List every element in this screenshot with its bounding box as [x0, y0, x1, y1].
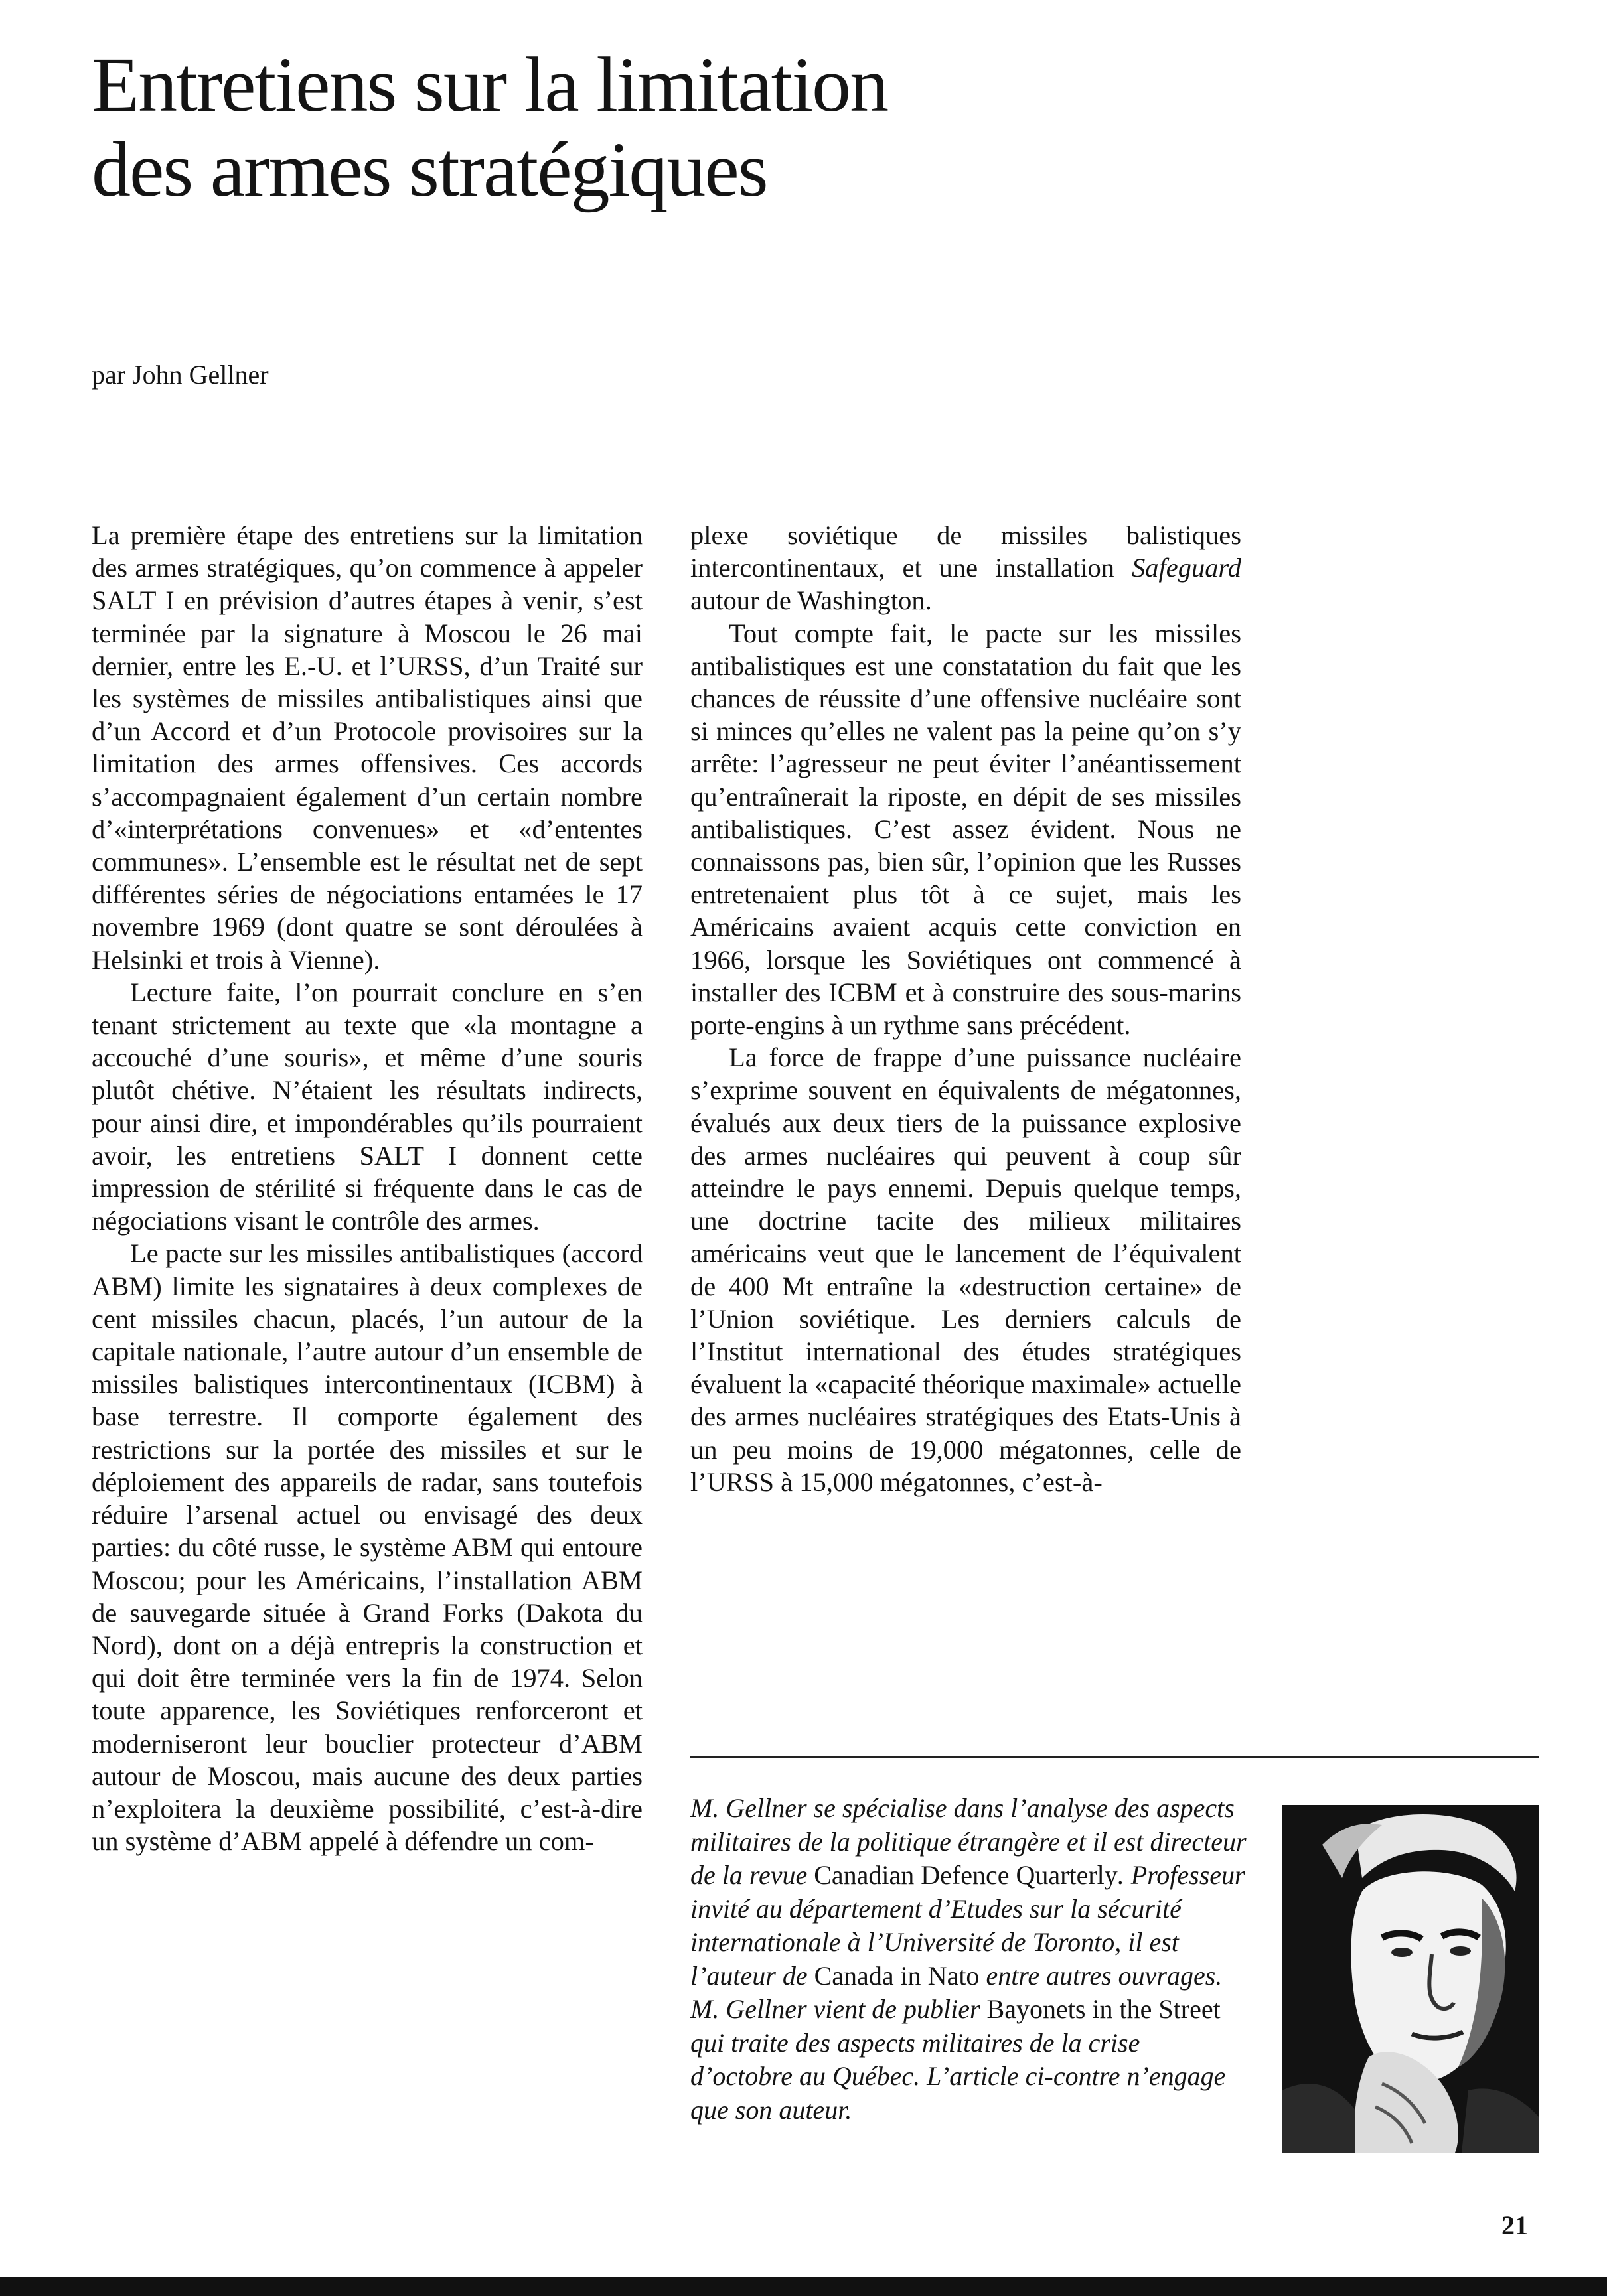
page-number: 21 [1501, 2210, 1528, 2240]
continuation-text-end: autour de Washington. [690, 585, 932, 616]
article-title [92, 42, 1353, 212]
title-line-1: Entretiens sur la limitation [92, 41, 888, 128]
paragraph: La force de frappe d’une puissance nucléaire s’exprime souvent en équivalents de mégatonnes, évalués aux deux tiers de la puissance explosive des armes nucléaires qui peuvent à coup sûr atteindre le pays ennemi. Depuis quelque temps, une doctrine tacite des milieux militaires américains veut que le lancement de l’équivalent de 400 Mt entraîne la «destruction certaine» de l’Union soviétique. Les derniers calculs de l’Institut international des études stratégiques évaluent la «capacité théorique maximale» actuelle des armes nucléaires stratégiques des Etats-Unis à un peu moins de 19,000 mégatonnes, celle de l’URSS à 15,000 mégatonnes, c’est-à- [690, 1042, 1241, 1497]
book-title: Bayonets in the Street [986, 1994, 1221, 2024]
paragraph-continuation [690, 519, 1241, 617]
portrait-image [1282, 1805, 1539, 2153]
byline: par John Gellner [92, 360, 269, 390]
book-title: Canada in Nato [814, 1960, 980, 1991]
title-line-2: des armes stratégiques [92, 126, 767, 213]
bio-text: qui traite des aspects militaires de la crise d’octobre au Québec. L’article ci-contre n’engage que son auteur. [690, 2027, 1226, 2125]
bio-text: M. Gellner se spécialise dans l’analyse des aspects militaires de la politique étrangère et il est directeur de la revue [690, 1793, 1247, 1890]
italic-term: Safeguard [1132, 553, 1241, 583]
journal-title: Canadian Defence Quarterly [814, 1860, 1118, 1890]
page-bottom-edge [0, 2277, 1607, 2296]
right-column [690, 519, 1241, 1498]
paragraph: Lecture faite, l’on pourrait conclure en s’en tenant strictement au texte que «la montagne a accouché d’une souris», et même d’une souris plutôt chétive. N’étaient les résultats indirects, pour ainsi dire, et impondérables qu’ils pourraient avoir, les entretiens SALT I donnent cette impression de stérilité si fréquente dans le cas de négociations visant le contrôle des armes. [92, 977, 643, 1236]
bio-text: entre autres ouvrages. M. Gellner vient de publier [690, 1960, 1223, 2024]
paragraph: Tout compte fait, le pacte sur les missiles antibalistiques est une constatation du fait que les chances de réussite d’une offensive nucléaire sont si minces qu’elles ne valent pas la peine qu’on s’y arrête: l’agresseur ne peut éviter l’anéantissement qu’entraînerait la riposte, en dépit de ses missiles antibalistiques. C’est assez évident. Nous ne connaissons pas, bien sûr, l’opinion que les Russes entretenaient plus tôt à ce sujet, mais les Américains avaient acquis cette conviction en 1966, lorsque les Soviétiques ont commencé à installer des ICBM et à construire des sous-marins porte-engins à un rythme sans précédent. [690, 618, 1241, 1040]
left-column [92, 519, 643, 1857]
continuation-text: plexe soviétique de missiles balistiques intercontinentaux, et une installation [690, 520, 1241, 583]
author-bio [690, 1792, 1248, 2127]
section-divider [690, 1756, 1539, 1758]
paragraph: Le pacte sur les missiles antibalistiques (accord ABM) limite les signataires à deux complexes de cent missiles chacun, placés, l’un autour de la capitale nationale, l’autre autour d’un ensemble de missiles balistiques intercontinentaux (ICBM) à base terrestre. Il comporte également des restrictions sur la portée des missiles et sur le déploiement des appareils de radar, sans toutefois réduire l’arsenal actuel ou envisagé des deux parties: du côté russe, le système ABM qui entoure Moscou; pour les Américains, l’installation ABM de sauvegarde située à Grand Forks (Dakota du Nord), dont on a déjà entrepris la construction et qui doit être terminée vers la fin de 1974. Selon toute apparence, les Soviétiques renforceront et moderniseront leur bouclier protecteur d’ABM autour de Moscou, mais aucune des deux parties n’exploitera la deuxième possibilité, c’est-à-dire un système d’ABM appelé à défendre un com- [92, 1238, 643, 1857]
paragraph: La première étape des entretiens sur la limitation des armes stratégiques, qu’on commence à appeler SALT I en prévision d’autres étapes à venir, s’est terminée par la signature à Moscou le 26 mai dernier, entre les E.-U. et l’URSS, d’un Traité sur les systèmes de missiles antibalistiques ainsi que d’un Accord et d’un Protocole provisoires sur la limitation des armes offensives. Ces accords s’accompagnaient également d’un certain nombre d’«interprétations convenues» et «d’ententes communes». L’ensemble est le résultat net de sept différentes séries de négociations entamées le 17 novembre 1969 (dont quatre se sont déroulées à Helsinki et trois à Vienne). [92, 520, 643, 975]
bio-text: . Professeur invité au département d’Etudes sur la sécurité internationale à l’Université de Toronto, il est l’auteur de [690, 1860, 1245, 1991]
author-photo [1282, 1805, 1539, 2153]
